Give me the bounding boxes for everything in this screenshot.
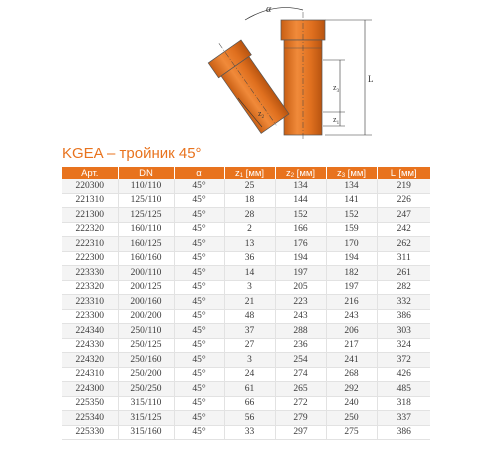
table-cell: 272 [275, 396, 326, 411]
table-cell: 221310 [62, 193, 118, 208]
table-row [62, 193, 430, 208]
column-header: $z_2$ [мм] [275, 167, 326, 179]
table-row [62, 208, 430, 223]
table-cell: 45° [174, 309, 224, 324]
table-cell: 274 [275, 367, 326, 382]
table-cell: 45° [174, 338, 224, 353]
table-cell: 297 [275, 425, 326, 440]
table-cell: 219 [377, 179, 430, 193]
table-cell: 220300 [62, 179, 118, 193]
table-cell: 225340 [62, 411, 118, 426]
table-cell: 28 [224, 208, 275, 223]
table-cell: 224330 [62, 338, 118, 353]
table-cell: 45° [174, 295, 224, 310]
table-cell: 223330 [62, 266, 118, 281]
table-cell: 250/250 [118, 382, 174, 397]
column-header: $z_1$ [мм] [224, 167, 275, 179]
table-cell: 324 [377, 338, 430, 353]
table-cell: 110/110 [118, 179, 174, 193]
table-cell: 205 [275, 280, 326, 295]
table-cell: 45° [174, 411, 224, 426]
table-cell: 250/200 [118, 367, 174, 382]
table-cell: 223300 [62, 309, 118, 324]
table-cell: 200/160 [118, 295, 174, 310]
table-cell: 315/160 [118, 425, 174, 440]
column-header: α [174, 167, 224, 179]
table-cell: 170 [326, 237, 377, 252]
table-cell: 159 [326, 222, 377, 237]
table-row [62, 266, 430, 281]
table-cell: 160/160 [118, 251, 174, 266]
table-cell: 268 [326, 367, 377, 382]
table-row [62, 382, 430, 397]
table-cell: 372 [377, 353, 430, 368]
table-row [62, 179, 430, 193]
table-cell: 66 [224, 396, 275, 411]
table-cell: 33 [224, 425, 275, 440]
table-cell: 236 [275, 338, 326, 353]
table-row [62, 251, 430, 266]
table-cell: 160/110 [118, 222, 174, 237]
table-cell: 125/125 [118, 208, 174, 223]
table-body [62, 179, 430, 440]
alpha-label: α [266, 4, 272, 15]
table-cell: 61 [224, 382, 275, 397]
table-cell: 292 [326, 382, 377, 397]
table-cell: 194 [326, 251, 377, 266]
z2-label: $z_2$ [258, 109, 265, 120]
table-cell: 45° [174, 382, 224, 397]
table-row [62, 280, 430, 295]
table-cell: 222320 [62, 222, 118, 237]
table-cell: 247 [377, 208, 430, 223]
table-cell: 134 [326, 179, 377, 193]
table-cell: 56 [224, 411, 275, 426]
table-row [62, 295, 430, 310]
table-cell: 318 [377, 396, 430, 411]
table-cell: 48 [224, 309, 275, 324]
table-cell: 225350 [62, 396, 118, 411]
table-cell: 303 [377, 324, 430, 339]
table-cell: 225330 [62, 425, 118, 440]
table-row [62, 222, 430, 237]
table-cell: 45° [174, 222, 224, 237]
table-cell: 250 [326, 411, 377, 426]
table-cell: 282 [377, 280, 430, 295]
column-header: Арт. [62, 167, 118, 179]
page-title: KGEA – тройник 45° [62, 145, 202, 162]
table-cell: 206 [326, 324, 377, 339]
table-cell: 182 [326, 266, 377, 281]
branch-pipe [202, 32, 292, 137]
table-cell: 36 [224, 251, 275, 266]
z1-label: $z_1$ [333, 115, 340, 126]
table-cell: 45° [174, 353, 224, 368]
table-cell: 45° [174, 266, 224, 281]
table-cell: 2 [224, 222, 275, 237]
angle-arc [245, 8, 303, 20]
table-row [62, 425, 430, 440]
column-header: DN [118, 167, 174, 179]
table-cell: 200/200 [118, 309, 174, 324]
table-cell: 45° [174, 280, 224, 295]
table-cell: 197 [326, 280, 377, 295]
table-cell: 3 [224, 280, 275, 295]
table-cell: 332 [377, 295, 430, 310]
table-cell: 14 [224, 266, 275, 281]
table-cell: 243 [275, 309, 326, 324]
table-cell: 315/125 [118, 411, 174, 426]
column-header: L [мм] [377, 167, 430, 179]
table-cell: 152 [326, 208, 377, 223]
table-cell: 13 [224, 237, 275, 252]
table-cell: 27 [224, 338, 275, 353]
table-cell: 37 [224, 324, 275, 339]
table-row [62, 338, 430, 353]
table-cell: 152 [275, 208, 326, 223]
table-cell: 216 [326, 295, 377, 310]
table-cell: 166 [275, 222, 326, 237]
table-cell: 254 [275, 353, 326, 368]
table-cell: 250/110 [118, 324, 174, 339]
main-pipe [281, 12, 325, 140]
table-cell: 485 [377, 382, 430, 397]
z3-label: $z_3$ [333, 83, 340, 94]
table-cell: 250/160 [118, 353, 174, 368]
table-cell: 24 [224, 367, 275, 382]
table-cell: 197 [275, 266, 326, 281]
table-cell: 337 [377, 411, 430, 426]
table-cell: 25 [224, 179, 275, 193]
table-cell: 265 [275, 382, 326, 397]
table-cell: 194 [275, 251, 326, 266]
table-row [62, 309, 430, 324]
table-row [62, 353, 430, 368]
table-cell: 141 [326, 193, 377, 208]
table-row [62, 367, 430, 382]
table-cell: 262 [377, 237, 430, 252]
table-cell: 243 [326, 309, 377, 324]
table-cell: 224320 [62, 353, 118, 368]
table-cell: 45° [174, 425, 224, 440]
table-cell: 240 [326, 396, 377, 411]
table-cell: 45° [174, 251, 224, 266]
table-cell: 3 [224, 353, 275, 368]
table-cell: 386 [377, 425, 430, 440]
table-cell: 223 [275, 295, 326, 310]
table-cell: 226 [377, 193, 430, 208]
table-cell: 288 [275, 324, 326, 339]
table-cell: 45° [174, 396, 224, 411]
table-cell: 45° [174, 324, 224, 339]
table-cell: 222300 [62, 251, 118, 266]
table-cell: 221300 [62, 208, 118, 223]
table-cell: 250/125 [118, 338, 174, 353]
table-cell: 160/125 [118, 237, 174, 252]
table-cell: 426 [377, 367, 430, 382]
table-cell: 200/125 [118, 280, 174, 295]
table-cell: 176 [275, 237, 326, 252]
fitting-drawing [0, 0, 500, 142]
table-cell: 125/110 [118, 193, 174, 208]
table-row [62, 396, 430, 411]
table-cell: 311 [377, 251, 430, 266]
table-cell: 45° [174, 179, 224, 193]
table-cell: 45° [174, 237, 224, 252]
table-cell: 144 [275, 193, 326, 208]
table-cell: 223320 [62, 280, 118, 295]
table-cell: 386 [377, 309, 430, 324]
L-label: L [368, 74, 374, 84]
table-cell: 279 [275, 411, 326, 426]
table-cell: 18 [224, 193, 275, 208]
table-cell: 315/110 [118, 396, 174, 411]
spec-table [62, 167, 430, 440]
table-header [62, 167, 430, 179]
table-row [62, 237, 430, 252]
table-cell: 134 [275, 179, 326, 193]
table-cell: 222310 [62, 237, 118, 252]
table-cell: 242 [377, 222, 430, 237]
table-cell: 45° [174, 208, 224, 223]
table-cell: 200/110 [118, 266, 174, 281]
table-row [62, 324, 430, 339]
table-cell: 223310 [62, 295, 118, 310]
table-row [62, 411, 430, 426]
table-cell: 261 [377, 266, 430, 281]
table-cell: 241 [326, 353, 377, 368]
table-cell: 275 [326, 425, 377, 440]
table-cell: 21 [224, 295, 275, 310]
table-cell: 224300 [62, 382, 118, 397]
table-cell: 217 [326, 338, 377, 353]
table-cell: 45° [174, 193, 224, 208]
table-cell: 45° [174, 367, 224, 382]
table-cell: 224340 [62, 324, 118, 339]
table-cell: 224310 [62, 367, 118, 382]
column-header: $z_3$ [мм] [326, 167, 377, 179]
